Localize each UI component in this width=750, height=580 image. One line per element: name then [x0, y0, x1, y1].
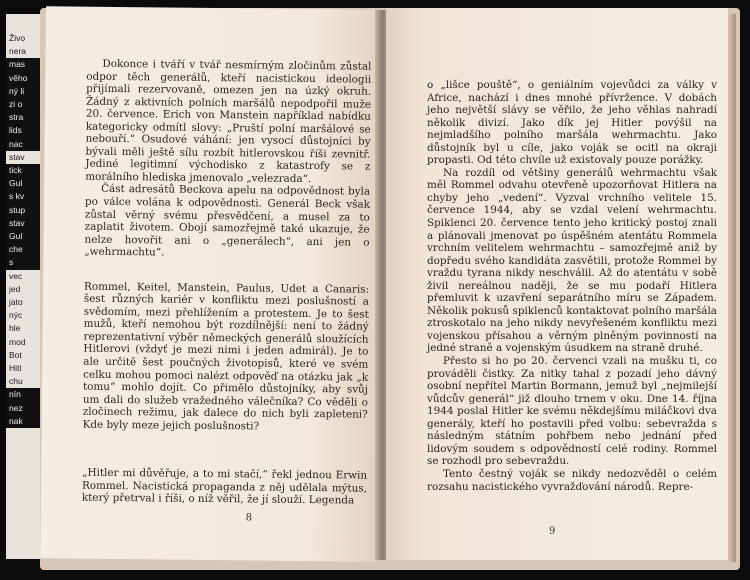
- back-page-line: s kv: [6, 190, 50, 203]
- back-page-line: jed: [9, 283, 21, 294]
- back-page-line: s: [6, 256, 50, 269]
- right-paragraph-1: o „lišce pouště“, o geniálním vojevůdci za války v Africe, nachází i dnes mnohé přívržence. V dobách jeho největší slávy se věřilo, že jeho věhlas nahradí několik divizí. Jako dík jej Hitler povýšil na nejmladšího polního maršála wehrmachtu. Jako důstojník byl u cíle, jako voják se ocitl na okraji propasti. Od této chvíle už existovaly pouze porážky.: [427, 79, 717, 167]
- back-page-line: stup: [6, 204, 50, 217]
- right-page-text: [427, 79, 717, 493]
- left-paragraph-1: Dokonce i tváří v tvář nesmírným zločinům zůstal odpor těch generálů, kteří nacistickou ideologii přijímali rezervovaně, omezen jen na úzký okruh. Žádný z aktivních polních maršálů nepodpořil muže 20. července. Erich von Manstein například nabídku kategoricky odmítl slovy: „Pruští polní maršálové se nebouří.“ Osudové váhání: jen vysocí důstojníci by bývali měli ještě sílu rozbít hitlerovskou říši zevnitř. Jediné legitimní východisko z katastrofy se z morálního hlediska jmenovalo „velezrada“.: [85, 57, 372, 185]
- left-paragraph-4: „Hitler mi důvěřuje, a to mi stačí,“ řekl jednou Erwin Rommel. Nacistická propaganda z něj udělala mýtus, který přetrval i říši, o níž věřil, že jí slouží. Legenda: [81, 466, 368, 507]
- back-page-line: tick: [6, 164, 50, 177]
- back-page-line: nera: [9, 46, 27, 57]
- back-page-line: mas: [6, 58, 50, 71]
- left-paragraph-2: Část adresátů Beckova apelu na odpovědnost byla po válce volána k odpovědnosti. Generál Beck však zůstal věrný svému přesvědčení, a musel za to zaplatit životem. Obojí samozřejmě také ukazuje, že nelze hovořit ani o „generálech“, ani jen o „wehrmachtu“.: [84, 183, 371, 259]
- back-page-line: stav: [6, 217, 50, 230]
- left-page: [40, 6, 381, 561]
- back-page-line: jato: [9, 297, 23, 308]
- back-page-line: mod: [9, 336, 26, 347]
- page-edge: [728, 14, 736, 562]
- back-page-line: Gul: [6, 177, 50, 190]
- back-page-line: ný li: [6, 85, 50, 98]
- back-page-line: stav: [9, 151, 25, 162]
- back-page-line: chu: [9, 376, 23, 387]
- right-page-number: 9: [549, 526, 556, 537]
- right-page: [386, 8, 728, 560]
- left-paragraph-3: Rommel, Keitel, Manstein, Paulus, Udet a Canaris: šest různých kariér v konfliktu mezi poslušností a svědomím, mezi přehlížením a protestem. Je to šest mužů, kteří nemohou být rozdílnější: není to žádný reprezentativní výběr německých generálů sloužících Hitlerovi (vždyť je mezi nimi i jeden admirál). Je to ale určitě šest poučných životopisů, které ve svém celku mohou pomoci nalézt odpověď na otázku jak „k tomu“ mohlo dojít. Co přimělo důstojníky, aby svůj um dali do služeb vražedného válečníka? Co věděli o zločinech režimu, jak dalece do nich byli zapleteni? Kde byly meze jejich poslušnosti?: [82, 280, 370, 433]
- right-paragraph-2: Na rozdíl od většiny generálů wehrmachtu však měl Rommel odvahu otevřeně upozorňovat Hitlera na chyby jeho „vedení“. Vyzval vrchního velitele 15. července 1944, aby se vzdal velení wehrmachtu. Spiklenci 20. července tento jeho kritický postoj znali a plánovali jmenovat po úspěšném atentátu Rommela vrchním velitelem wehrmachtu – samozřejmě aniž by dopředu svého kandidáta zasvětili, protože Rommel by vraždu tyrana nikdy neschválil. Až do atentátu v sobě živil nereálnou naději, že se mu podaří Hitlera přemluvit k uzavření separátního míru se Západem. Několik pokusů spiklenců kontaktovat polního maršála ztroskotalo na jeho nikdy nevyřešeném konfliktu mezi vojenskou přísahou a věrným plněným povinností na jedné straně a vojenským úsudkem na straně druhé.: [427, 166, 717, 355]
- back-page-line: nín: [6, 388, 50, 401]
- back-page-line: Gul: [6, 230, 50, 243]
- left-page-number: 8: [245, 512, 253, 524]
- back-page-line: hle: [9, 323, 21, 334]
- right-paragraph-3: Přesto si ho po 20. červenci vzali na mušku ti, co prováděli čistky. Za nitky tahal z pozadí jeho dávný osobní nepřítel Martin Bormann, jemuž byl „nejmilejší vůdcův generál“ již dlouho trnem v oku. Dne 14. října 1944 poslal Hitler ke svému někdejšímu miláčkovi dva generály, kteří ho postavili před volbu: sebevražda s následným státním pohřbem nebo jednání před lidovým soudem s odpovědností celé rodiny. Rommel se rozhodl pro sebevraždu.: [427, 355, 717, 468]
- back-page-line: Živo: [9, 33, 26, 43]
- back-page-line: nac: [6, 138, 50, 151]
- back-page-line: nýc: [9, 310, 23, 321]
- back-page-line: stra: [6, 111, 50, 124]
- back-page-line: věho: [6, 72, 50, 85]
- back-page-line: nez: [6, 402, 50, 415]
- back-page-line: zi o: [6, 98, 50, 111]
- back-page-line: nak: [6, 415, 50, 428]
- back-page-line: Bot: [9, 349, 22, 360]
- left-page-text: [82, 58, 372, 508]
- back-page-line: che: [6, 243, 50, 256]
- back-page-line: Hitl: [9, 363, 22, 374]
- back-page-line: vec: [9, 270, 23, 281]
- right-paragraph-4: Tento čestný voják se nikdy nedozvěděl o celém rozsahu nacistického vyvražďování národů. Repre-: [427, 467, 717, 493]
- back-page-line: lids: [6, 124, 50, 137]
